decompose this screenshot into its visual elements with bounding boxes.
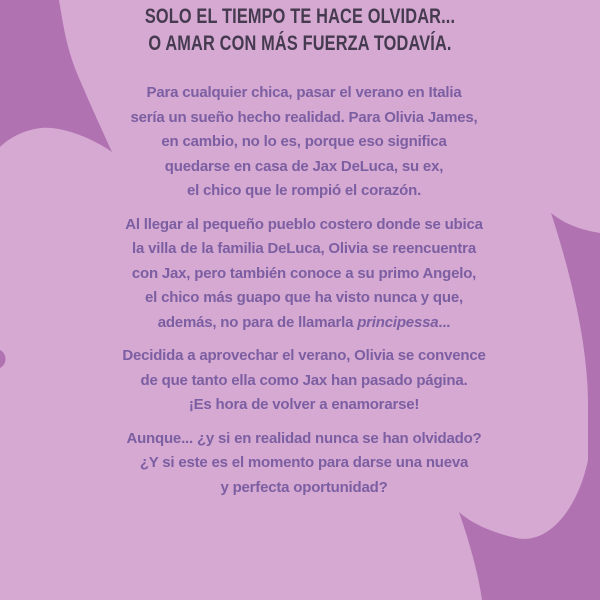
blurb-line: Para cualquier chica, pasar el verano en Italia [146,84,462,101]
blurb-line: ¿Y si este es el momento para darse una nueva [139,454,469,471]
left-edge-speck-shape [0,350,6,368]
headline-line-2: O AMAR CON MÁS FUERZA TODAVÍA. [148,31,452,55]
headline [0,3,600,57]
blurb-line: ¡Es hora de volver a enamorarse! [188,396,420,413]
blurb-paragraph-4 [8,427,600,501]
blurb-italic-word: principessa [357,313,439,331]
headline-line-1: SOLO EL TIEMPO TE HACE OLVIDAR... [144,4,456,28]
blurb-paragraph-3 [8,344,600,418]
blurb-line: Al llegar al pequeño pueblo costero donde se ubica [125,215,483,233]
blurb-line: sería un sueño hecho realidad. Para Olivia James, [130,108,478,126]
blurb-paragraph-1 [8,81,600,204]
blurb-line: de que tanto ella como Jax han pasado página. [140,371,468,389]
blurb [8,81,600,509]
blurb-line: la villa de la familia DeLuca, Olivia se reencuentra [132,240,476,257]
headline-text [72,3,528,57]
blurb-line: Aunque... ¿y si en realidad nunca se han olvidado? [126,429,482,447]
blurb-line: Decidida a aprovechar el verano, Olivia se convence [122,347,486,364]
blurb-line: el chico más guapo que ha visto nunca y que, [145,289,463,306]
blurb-line-with-italic [8,311,600,336]
blurb-line: y perfecta oportunidad? [220,478,388,496]
blurb-line: en cambio, no lo es, porque eso significa [161,133,447,150]
blurb-paragraph-2 [8,213,600,336]
blurb-line: quedarse en casa de Jax DeLuca, su ex, [164,157,444,175]
blurb-line: el chico que le rompió el corazón. [186,182,422,199]
blurb-line-post: ... [438,313,451,331]
blurb-line: con Jax, pero también conoce a su primo Angelo, [131,264,477,282]
blurb-line-pre: además, no para de llamarla [157,313,358,331]
